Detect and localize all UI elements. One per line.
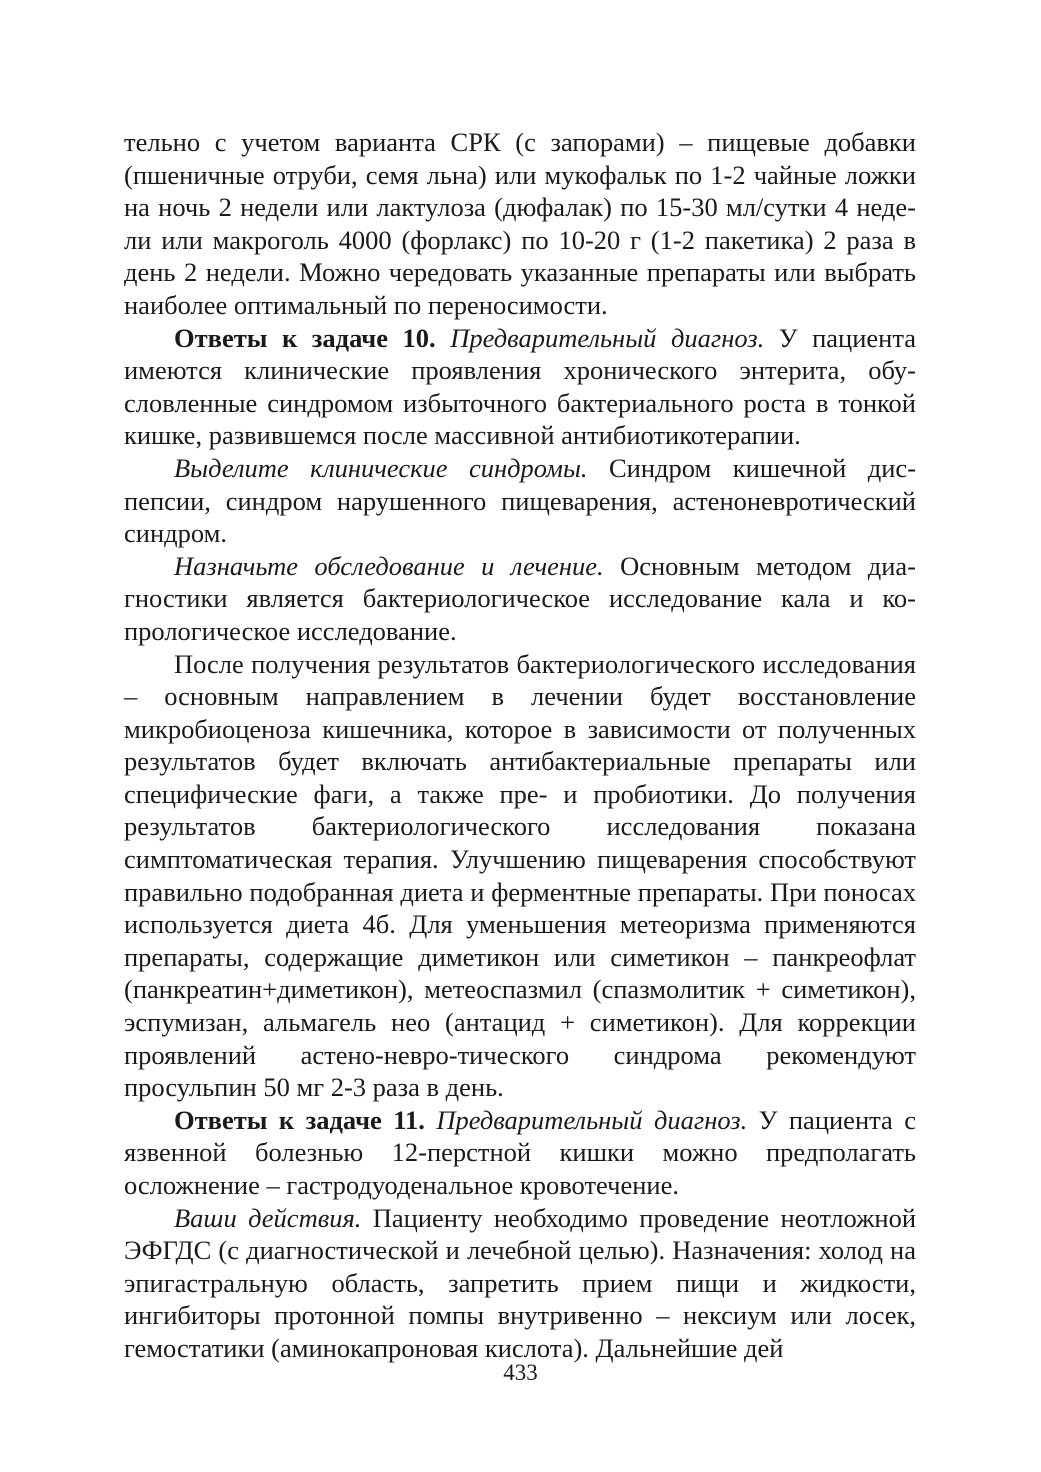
page-body	[124, 126, 916, 1365]
section-label: Выделите клинические синдромы.	[174, 452, 588, 483]
paragraph-text: Синдром кишечной диспепсии, синдром нарушенного пищеварения, астеноневротический синдром.	[124, 452, 917, 549]
paragraph-examination	[124, 550, 916, 648]
paragraph-answer-task-11	[124, 1104, 916, 1202]
paragraph-text: У пациента с язвенной болезнью 12-перстной кишки можно предполагать осложнение – гастродуоденальное кровотечение.	[124, 1104, 917, 1200]
space	[425, 1105, 436, 1135]
page-number: 433	[503, 1360, 538, 1385]
paragraph-clinical-syndromes	[124, 452, 916, 550]
section-label: Ваши действия.	[174, 1202, 362, 1233]
paragraph-actions	[124, 1202, 916, 1365]
space	[436, 323, 451, 353]
answer-heading: Ответы к задаче 10.	[174, 322, 436, 353]
paragraph-continuation	[124, 126, 916, 322]
section-label: Предварительный диагноз.	[450, 322, 765, 353]
answer-heading: Ответы к задаче 11.	[174, 1104, 425, 1135]
paragraph-text: Пациенту необходимо проведение неотложной ЭФГДС (с диагностической и лечебной целью). Назначения: холод на эпигастральную область, запретить прием пищи и жидкости, ингибиторы протонной помпы внутривенно – нексиум или лосек, гемостатики (аминокапроновая кислота). Дальнейшие дей	[124, 1202, 916, 1363]
paragraph-treatment	[124, 648, 916, 1104]
paragraph-answer-task-10	[124, 322, 916, 452]
paragraph-text: тельно с учетом варианта СРК (с запорами) – пищевые добавки (пшеничные отруби, семя льна) или мукофальк по 1-2 чайные ложки на ночь 2 недели или лактулоза (дюфалак) по 15-30 мл/сутки 4 недели или макроголь 4000 (форлакс) по 10-20 г (1-2 пакетика) 2 раза в день 2 недели. Можно чередовать указанные препараты или выбрать наиболее оптимальный по переносимости.	[124, 127, 916, 320]
paragraph-text: После получения результатов бактериологического исследования – основным направлением в лечении будет восстановление микробиоценоза кишечника, которое в зависимости от полученных результатов будет включать антибактериальные препараты или специфические фаги, а также пре- и пробиотики. До получения результатов бактериологического исследования показана симптоматическая терапия. Улучшению пищеварения способствуют правильно подобранная диета и ферментные препараты. При поносах используется диета 4б. Для уменьшения метеоризма применяются препараты, содержащие диметикон или симетикон – панкреофлат (панкреатин+диметикон), метеоспазмил (спазмолитик + симетикон), эспумизан, альмагель нео (антацид + симетикон). Для коррекции проявлений астено-невро-тического синдрома рекомендуют просульпин 50 мг 2-3 раза в день.	[124, 648, 916, 1103]
paragraph-text: У пациента имеются клинические проявления хронического энтерита, обусловленные синдромом избыточного бактериального роста в тонкой кишке, развившемся после массивной антибиотикотерапии.	[124, 322, 917, 451]
section-label: Назначьте обследование и лечение.	[174, 550, 604, 581]
section-label: Предварительный диагноз.	[436, 1104, 748, 1135]
paragraph-text: Основным методом диагностики является бактериологическое исследование кала и копрологическое исследование.	[124, 550, 916, 646]
